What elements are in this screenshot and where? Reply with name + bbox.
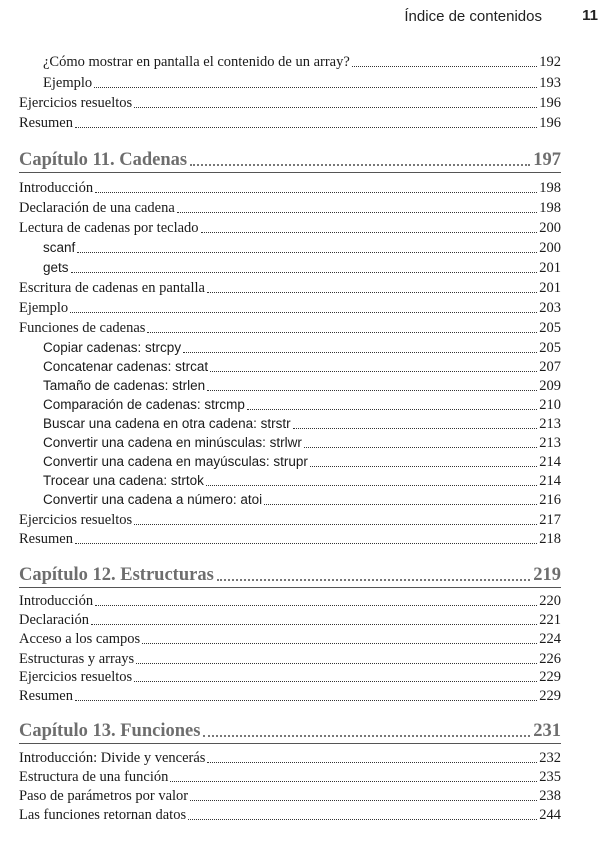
toc-entry[interactable] — [43, 395, 561, 413]
toc-entry-title: Copiar cadenas: strcpy — [43, 340, 182, 355]
toc-entry-page: 226 — [539, 651, 561, 667]
toc-entry-page: 213 — [539, 416, 561, 432]
toc-entry-title: Las funciones retornan datos — [19, 807, 187, 823]
toc-entry[interactable] — [19, 529, 561, 547]
toc-entry-page: 217 — [539, 512, 561, 528]
toc-entry-title: Convertir una cadena a número: atoi — [43, 492, 263, 507]
toc-entry-page: 196 — [539, 115, 561, 131]
leader-dots — [190, 800, 537, 801]
toc-entry[interactable] — [19, 113, 561, 131]
toc-entry[interactable] — [19, 667, 561, 685]
leader-dots — [293, 428, 538, 429]
chapter-12-heading[interactable] — [19, 561, 561, 585]
leader-dots — [71, 272, 538, 273]
toc-entry-page: 232 — [539, 750, 561, 766]
toc-entry-title: scanf — [43, 240, 76, 255]
toc-entry-page: 201 — [539, 280, 561, 296]
toc-entry-page: 210 — [539, 397, 561, 413]
toc-entry[interactable] — [19, 93, 561, 111]
leader-dots — [75, 543, 537, 544]
toc-entry[interactable] — [19, 786, 561, 804]
leader-dots — [210, 371, 537, 372]
toc-entry[interactable] — [19, 510, 561, 528]
toc-entry-page: 229 — [539, 688, 561, 704]
leader-dots — [142, 643, 537, 644]
toc-entry-title: Comparación de cadenas: strcmp — [43, 397, 245, 412]
toc-entry-title: Resumen — [19, 531, 73, 547]
leader-dots — [304, 447, 537, 448]
chapter-title: Capítulo 11. Cadenas — [19, 150, 188, 170]
toc-entry[interactable] — [19, 748, 561, 766]
leader-dots — [94, 87, 537, 88]
running-header-title: Índice de contenidos — [404, 8, 542, 25]
toc-entry-page: 200 — [539, 240, 561, 256]
toc-entry-title: Declaración de una cadena — [19, 200, 175, 216]
chapter-11-heading[interactable] — [19, 146, 561, 170]
toc-entry-title: Escritura de cadenas en pantalla — [19, 280, 205, 296]
leader-dots — [136, 663, 537, 664]
toc-entry-page: 218 — [539, 531, 561, 547]
toc-entry-title: Acceso a los campos — [19, 631, 141, 647]
toc-entry-title: Funciones de cadenas — [19, 320, 146, 336]
toc-entry-page: 213 — [539, 435, 561, 451]
toc-entry[interactable] — [43, 433, 561, 451]
toc-entry[interactable] — [19, 767, 561, 785]
toc-entry[interactable] — [19, 318, 561, 336]
leader-dots — [75, 700, 537, 701]
toc-entry-page: 198 — [539, 180, 561, 196]
leader-dots — [217, 579, 530, 581]
leader-dots — [77, 252, 537, 253]
chapter-page: 231 — [533, 721, 561, 741]
toc-entry-page: 205 — [539, 320, 561, 336]
toc-entry-page: 205 — [539, 340, 561, 356]
leader-dots — [70, 312, 537, 313]
toc-entry-page: 224 — [539, 631, 561, 647]
toc-entry-page: 207 — [539, 359, 561, 375]
chapter-title: Capítulo 13. Funciones — [19, 721, 201, 741]
toc-entry-page: 238 — [539, 788, 561, 804]
toc-entry-title: Resumen — [19, 688, 73, 704]
toc-entry-title: gets — [43, 260, 69, 275]
toc-entry-title: Lectura de cadenas por teclado — [19, 220, 199, 236]
leader-dots — [134, 107, 537, 108]
toc-entry-title: Trocear una cadena: strtok — [43, 473, 204, 488]
leader-dots — [134, 681, 537, 682]
leader-dots — [264, 504, 537, 505]
toc-entry-page: 200 — [539, 220, 561, 236]
leader-dots — [207, 390, 537, 391]
toc-entry[interactable] — [43, 376, 561, 394]
toc-entry-title: Tamaño de cadenas: strlen — [43, 378, 206, 393]
toc-entry-page: 235 — [539, 769, 561, 785]
toc-entry-title: Ejercicios resueltos — [19, 95, 133, 111]
toc-entry-title: Buscar una cadena en otra cadena: strstr — [43, 416, 291, 431]
toc-entry[interactable] — [43, 238, 561, 256]
toc-entry-title: ¿Cómo mostrar en pantalla el contenido de un array? — [43, 54, 350, 70]
toc-entry[interactable] — [19, 686, 561, 704]
chapter-divider — [19, 172, 561, 173]
toc-entry-title: Introducción: Divide y vencerás — [19, 750, 206, 766]
chapter-title: Capítulo 12. Estructuras — [19, 565, 214, 585]
toc-entry[interactable] — [43, 52, 561, 70]
toc-entry-page: 198 — [539, 200, 561, 216]
leader-dots — [203, 735, 530, 737]
toc-entry-title: Introducción — [19, 180, 94, 196]
toc-entry-title: Ejemplo — [19, 300, 69, 316]
leader-dots — [177, 212, 537, 213]
toc-entry-page: 220 — [539, 593, 561, 609]
toc-entry[interactable] — [19, 629, 561, 647]
toc-entry-page: 196 — [539, 95, 561, 111]
leader-dots — [190, 164, 530, 166]
leader-dots — [147, 332, 537, 333]
toc-entry-page: 201 — [539, 260, 561, 276]
toc-entry[interactable] — [19, 218, 561, 236]
toc-entry[interactable] — [19, 610, 561, 628]
toc-entry[interactable] — [19, 805, 561, 823]
toc-entry-title: Ejercicios resueltos — [19, 669, 133, 685]
toc-entry[interactable] — [19, 278, 561, 296]
leader-dots — [310, 466, 537, 467]
toc-entry-page: 216 — [539, 492, 561, 508]
leader-dots — [352, 66, 537, 67]
leader-dots — [247, 409, 537, 410]
toc-entry[interactable] — [43, 452, 561, 470]
toc-entry[interactable] — [43, 338, 561, 356]
toc-entry-title: Introducción — [19, 593, 94, 609]
toc-entry-title: Ejemplo — [43, 75, 93, 91]
chapter-13-heading[interactable] — [19, 717, 561, 741]
leader-dots — [183, 352, 537, 353]
toc-entry-title: Estructuras y arrays — [19, 651, 135, 667]
toc-entry-page: 203 — [539, 300, 561, 316]
chapter-page: 197 — [533, 150, 561, 170]
toc-entry-title: Concatenar cadenas: strcat — [43, 359, 209, 374]
toc-entry-page: 244 — [539, 807, 561, 823]
page-number: 11 — [582, 7, 598, 24]
toc-entry-page: 214 — [539, 454, 561, 470]
toc-entry[interactable] — [19, 198, 561, 216]
toc-entry[interactable] — [19, 591, 561, 609]
leader-dots — [188, 819, 537, 820]
leader-dots — [91, 624, 537, 625]
toc-entry-title: Estructura de una función — [19, 769, 169, 785]
toc-entry[interactable] — [43, 258, 561, 276]
toc-entry-title: Convertir una cadena en minúsculas: strlwr — [43, 435, 302, 450]
chapter-divider — [19, 743, 561, 744]
toc-entry[interactable] — [43, 414, 561, 432]
toc-entry-page: 192 — [539, 54, 561, 70]
running-header — [0, 6, 600, 28]
leader-dots — [170, 781, 537, 782]
toc-entry-page: 209 — [539, 378, 561, 394]
leader-dots — [206, 485, 537, 486]
toc-entry[interactable] — [43, 471, 561, 489]
leader-dots — [95, 192, 537, 193]
toc-entry-title: Resumen — [19, 115, 73, 131]
toc-entry[interactable] — [43, 490, 561, 508]
toc-entry[interactable] — [43, 73, 561, 91]
toc-entry[interactable] — [43, 357, 561, 375]
leader-dots — [134, 524, 537, 525]
toc-entry-title: Paso de parámetros por valor — [19, 788, 189, 804]
toc-entry-page: 193 — [539, 75, 561, 91]
toc-entry-page: 229 — [539, 669, 561, 685]
toc-entry-title: Declaración — [19, 612, 90, 628]
chapter-page: 219 — [533, 565, 561, 585]
leader-dots — [207, 762, 537, 763]
toc-entry-title: Convertir una cadena en mayúsculas: strupr — [43, 454, 308, 469]
toc-entry-page: 221 — [539, 612, 561, 628]
toc-entry[interactable] — [19, 298, 561, 316]
toc-entry-title: Ejercicios resueltos — [19, 512, 133, 528]
toc-entry[interactable] — [19, 178, 561, 196]
leader-dots — [201, 232, 538, 233]
toc-entry[interactable] — [19, 649, 561, 667]
leader-dots — [95, 605, 537, 606]
chapter-divider — [19, 587, 561, 588]
leader-dots — [75, 127, 537, 128]
toc-entry-page: 214 — [539, 473, 561, 489]
leader-dots — [207, 292, 537, 293]
